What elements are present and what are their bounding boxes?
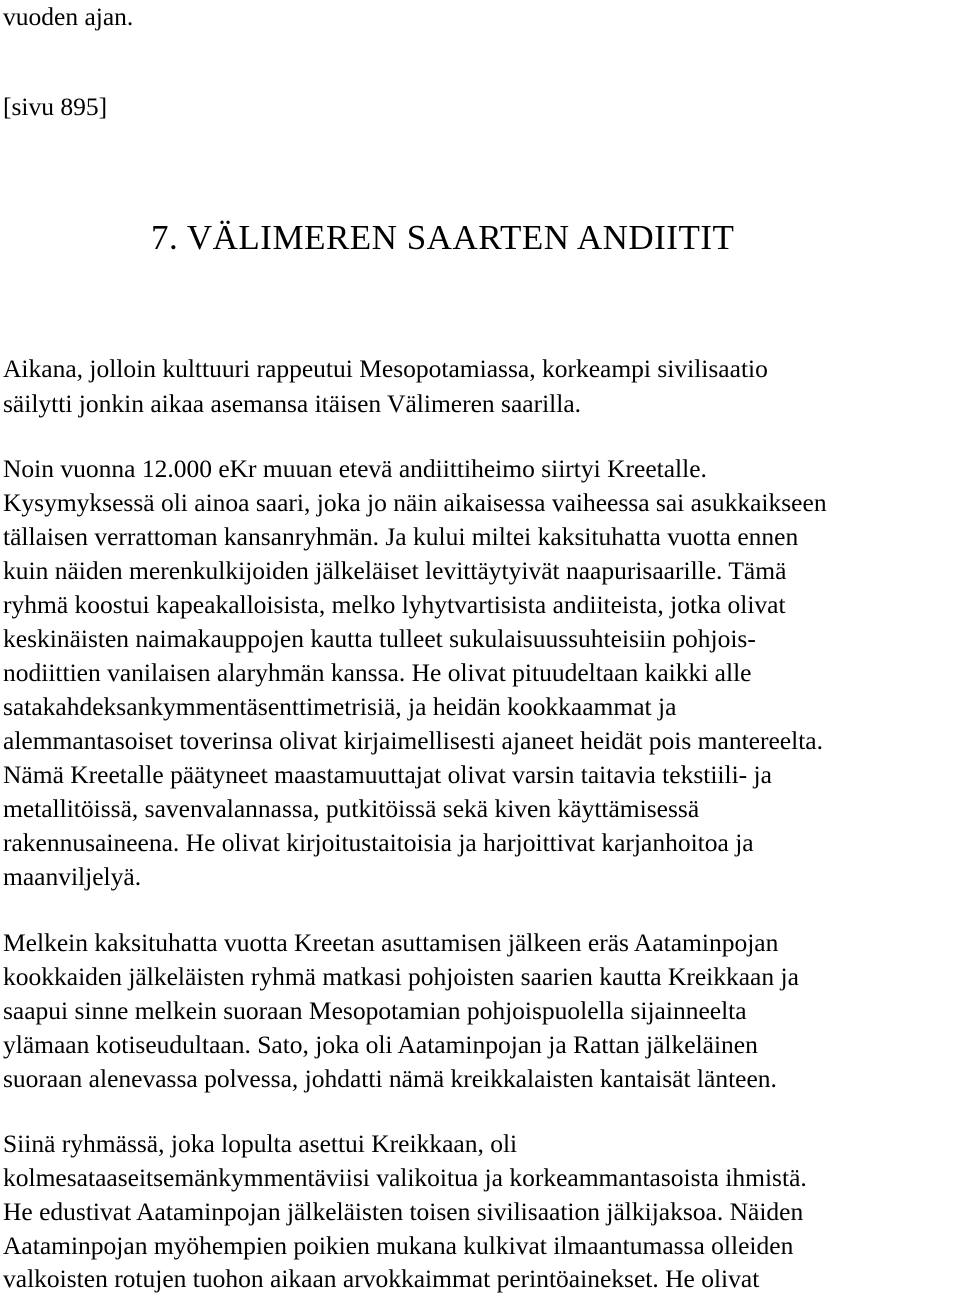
text-line: metallitöissä, savenvalannassa, putkitöissä sekä kiven käyttämisessä: [3, 794, 700, 823]
text-line: kolmesataaseitsemänkymmentäviisi valikoitua ja korkeammantasoista ihmistä.: [3, 1163, 807, 1192]
text-line: ylämaan kotiseudultaan. Sato, joka oli Aataminpojan ja Rattan jälkeläinen: [3, 1030, 758, 1059]
text-line: keskinäisten naimakauppojen kautta tulleet sukulaisuussuhteisiin pohjois-: [3, 624, 756, 653]
text-line: Kysymyksessä oli ainoa saari, joka jo näin aikaisessa vaiheessa sai asukkaikseen: [3, 488, 827, 517]
page-marker: [sivu 895]: [3, 92, 108, 121]
text-line: Noin vuonna 12.000 eKr muuan etevä andiittiheimo siirtyi Kreetalle.: [3, 454, 707, 483]
text-line: rakennusaineena. He olivat kirjoitustaitoisia ja harjoittivat karjanhoitoa ja: [3, 828, 754, 857]
text-line: ryhmä koostui kapeakalloisista, melko lyhytvartisista andiiteista, jotka olivat: [3, 590, 786, 619]
text-line: He edustivat Aataminpojan jälkeläisten toisen sivilisaation jälkijaksoa. Näiden: [3, 1197, 804, 1226]
text-line: nodiittien vanilaisen alaryhmän kanssa. He olivat pituudeltaan kaikki alle: [3, 658, 752, 687]
text-line: Aataminpojan myöhempien poikien mukana kulkivat ilmaantumassa olleiden: [3, 1231, 794, 1260]
text-line: säilytti jonkin aikaa asemansa itäisen Välimeren saarilla.: [3, 389, 582, 418]
text-line: kookkaiden jälkeläisten ryhmä matkasi pohjoisten saarien kautta Kreikkaan ja: [3, 962, 799, 991]
chapter-heading: 7. VÄLIMEREN SAARTEN ANDIITIT: [151, 218, 735, 257]
text-line: Nämä Kreetalle päätyneet maastamuuttajat olivat varsin taitavia tekstiili- ja: [3, 760, 772, 789]
text-line: maanviljelyä.: [3, 862, 142, 891]
continuation-text: vuoden ajan.: [3, 2, 134, 31]
text-line: Aikana, jolloin kulttuuri rappeutui Mesopotamiassa, korkeampi sivilisaatio: [3, 354, 768, 383]
text-line: saapui sinne melkein suoraan Mesopotamian pohjoispuolella sijainneelta: [3, 996, 747, 1025]
text-line: alemmantasoiset toverinsa olivat kirjaimellisesti ajaneet heidät pois mantereelta.: [3, 726, 823, 755]
text-line: valkoisten rotujen tuohon aikaan arvokkaimmat perintöainekset. He olivat: [3, 1264, 760, 1293]
text-line: Melkein kaksituhatta vuotta Kreetan asuttamisen jälkeen eräs Aataminpojan: [3, 928, 779, 957]
text-line: suoraan alenevassa polvessa, johdatti nämä kreikkalaisten kantaisät länteen.: [3, 1064, 777, 1093]
text-line: tällaisen verrattoman kansanryhmän. Ja kului miltei kaksituhatta vuotta ennen: [3, 522, 799, 551]
text-line: kuin näiden merenkulkijoiden jälkeläiset levittäytyivät naapurisaarille. Tämä: [3, 556, 787, 585]
text-line: Siinä ryhmässä, joka lopulta asettui Kreikkaan, oli: [3, 1129, 518, 1158]
text-line: satakahdeksankymmentäsenttimetrisiä, ja heidän kookkaammat ja: [3, 692, 677, 721]
